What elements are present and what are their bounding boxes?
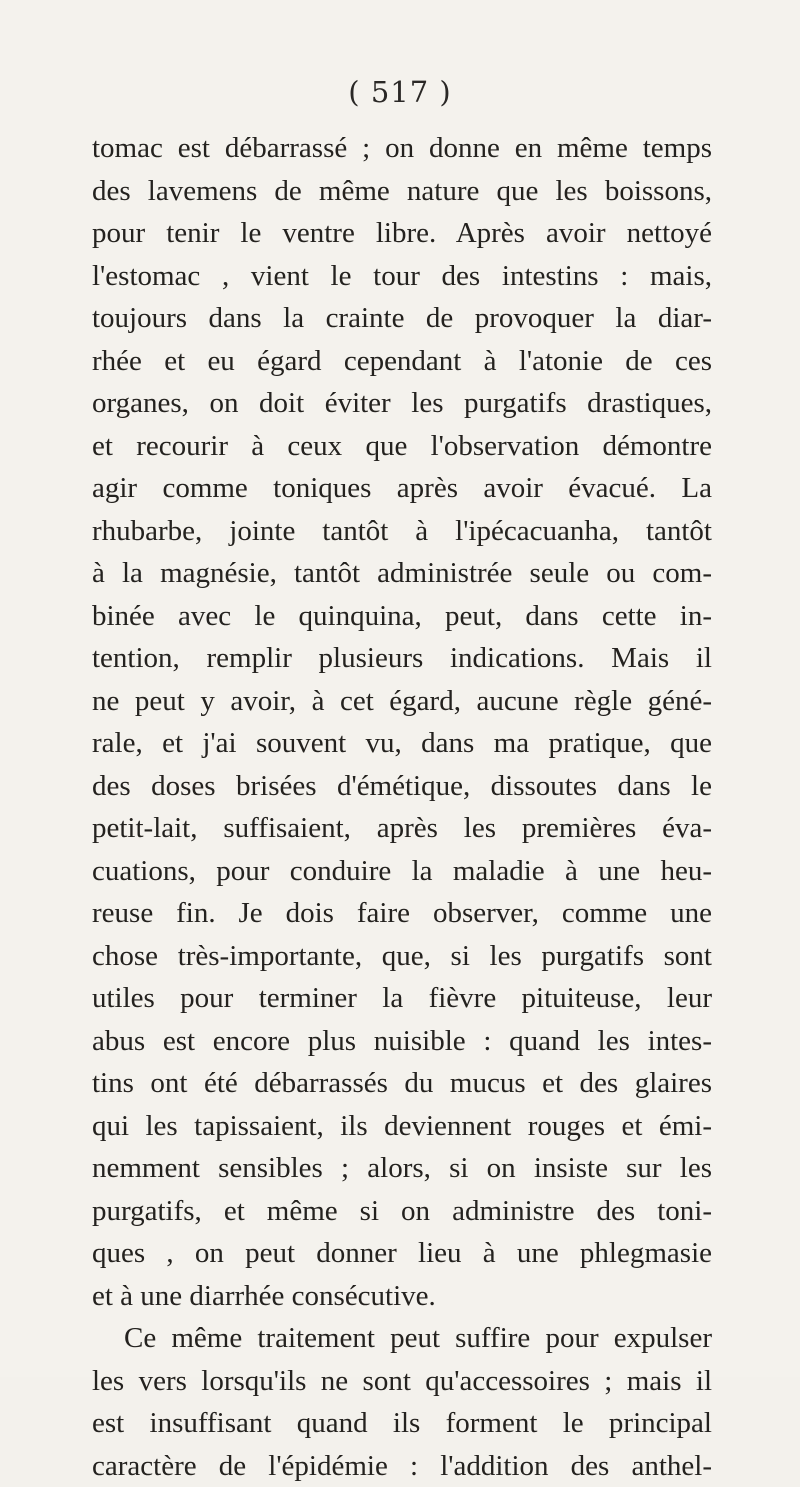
text-line: est insuffisant quand ils forment le principal [92, 1402, 712, 1445]
text-line: pour tenir le ventre libre. Après avoir nettoyé [92, 212, 712, 255]
text-line: rhée et eu égard cependant à l'atonie de ces [92, 340, 712, 383]
text-line: purgatifs, et même si on administre des toni- [92, 1190, 712, 1233]
text-line: tomac est débarrassé ; on donne en même temps [92, 127, 712, 170]
text-line: cuations, pour conduire la maladie à une heu- [92, 850, 712, 893]
text-line: tention, remplir plusieurs indications. Mais il [92, 637, 712, 680]
text-line: reuse fin. Je dois faire observer, comme une [92, 892, 712, 935]
text-line: et recourir à ceux que l'observation démontre [92, 425, 712, 468]
text-line: binée avec le quinquina, peut, dans cette in- [92, 595, 712, 638]
text-line: tins ont été débarrassés du mucus et des glaires [92, 1062, 712, 1105]
text-line: et à une diarrhée consécutive. [92, 1275, 712, 1318]
text-line: utiles pour terminer la fièvre pituiteuse, leur [92, 977, 712, 1020]
text-line: Ce même traitement peut suffire pour expulser [92, 1317, 712, 1360]
text-line: des lavemens de même nature que les boissons, [92, 170, 712, 213]
text-line: ques , on peut donner lieu à une phlegmasie [92, 1232, 712, 1275]
text-line: qui les tapissaient, ils deviennent rouges et émi- [92, 1105, 712, 1148]
text-line: des doses brisées d'émétique, dissoutes dans le [92, 765, 712, 808]
page-number: ( 517 ) [0, 75, 800, 109]
text-line: abus est encore plus nuisible : quand les intes- [92, 1020, 712, 1063]
text-line: chose très-importante, que, si les purgatifs sont [92, 935, 712, 978]
text-line: petit-lait, suffisaient, après les premières éva- [92, 807, 712, 850]
text-line: à la magnésie, tantôt administrée seule ou com- [92, 552, 712, 595]
text-line: organes, on doit éviter les purgatifs drastiques, [92, 382, 712, 425]
text-line: ne peut y avoir, à cet égard, aucune règle géné- [92, 680, 712, 723]
text-line: rhubarbe, jointe tantôt à l'ipécacuanha, tantôt [92, 510, 712, 553]
text-line: agir comme toniques après avoir évacué. La [92, 467, 712, 510]
text-line: caractère de l'épidémie : l'addition des anthel- [92, 1445, 712, 1487]
body-text [92, 127, 712, 1487]
text-line: l'estomac , vient le tour des intestins : mais, [92, 255, 712, 298]
text-line: rale, et j'ai souvent vu, dans ma pratique, que [92, 722, 712, 765]
text-line: toujours dans la crainte de provoquer la diar- [92, 297, 712, 340]
text-line: les vers lorsqu'ils ne sont qu'accessoires ; mais il [92, 1360, 712, 1403]
text-line: nemment sensibles ; alors, si on insiste sur les [92, 1147, 712, 1190]
